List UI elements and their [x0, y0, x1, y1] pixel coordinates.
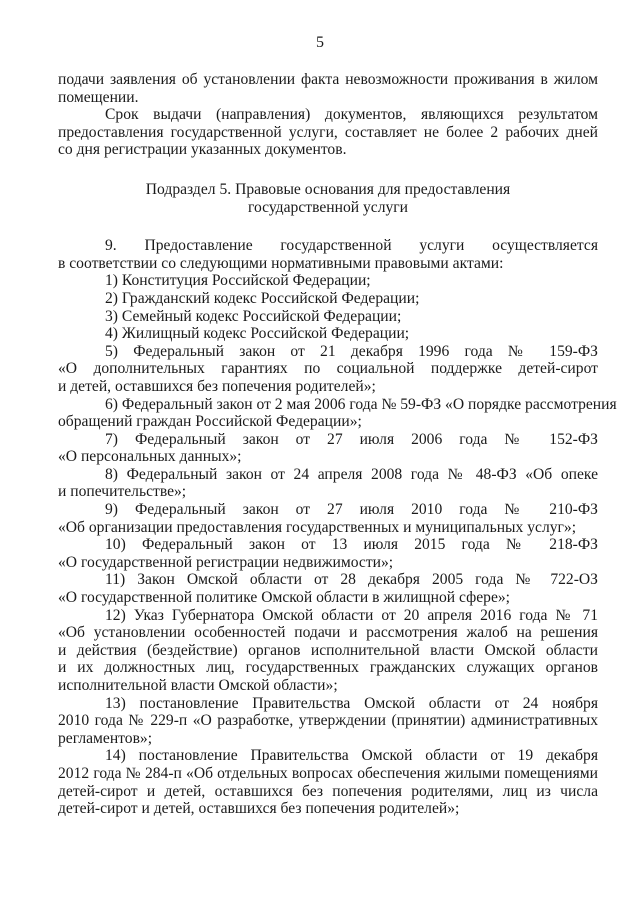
text-line: 4) Жилищный кодекс Российской Федерации; — [105, 325, 410, 343]
section-heading — [58, 181, 598, 216]
heading-line: Подраздел 5. Правовые основания для предоставления — [145, 180, 511, 198]
text-line: 12) Указ Губернатора Омской области от 20 апреля 2016 года № 71 — [105, 606, 598, 624]
text-line: «О дополнительных гарантиях по социальной поддержке детей-сирот — [58, 360, 598, 378]
text-line: детей-сирот и детей, оставшихся без попечения родителями, лиц из числа — [58, 782, 598, 800]
paragraph — [58, 106, 598, 159]
paragraph — [58, 71, 598, 106]
intro-paragraphs — [58, 71, 598, 159]
text-line: и действия (бездействие) органов исполнительной власти Омской области — [58, 641, 598, 659]
page-number: 5 — [316, 34, 324, 51]
list-item — [58, 536, 598, 571]
text-line: и детей, оставшихся без попечения родителей»; — [58, 377, 376, 395]
list-item — [58, 343, 598, 396]
text-line: 2010 года № 229-п «О разработке, утверждении (принятии) административных — [58, 712, 598, 730]
list-item — [58, 308, 598, 326]
text-line: 10) Федеральный закон от 13 июля 2015 года № 218-ФЗ — [105, 536, 598, 554]
text-line: «О государственной политике Омской области в жилищной сфере»; — [58, 589, 511, 607]
text-line: 8) Федеральный закон от 24 апреля 2008 года № 48-ФЗ «Об опеке — [105, 465, 598, 483]
text-line: 2) Гражданский кодекс Российской Федерации; — [105, 289, 420, 307]
list-item — [58, 466, 598, 501]
text-line: 3) Семейный кодекс Российской Федерации; — [105, 307, 402, 325]
text-line: в соответствии со следующими нормативными правовыми актами: — [58, 254, 504, 272]
heading-line: государственной услуги — [247, 198, 409, 216]
list-item — [58, 325, 598, 343]
text-line: обращений граждан Российской Федерации»; — [58, 413, 362, 431]
document-body — [58, 71, 617, 818]
text-line: помещении. — [58, 88, 139, 106]
list-item — [58, 571, 598, 606]
text-line: со дня регистрации указанных документов. — [58, 141, 347, 159]
text-line: 6) Федеральный закон от 2 мая 2006 года № 59-ФЗ «О порядке рассмотрения — [105, 395, 617, 413]
list-item — [58, 607, 598, 695]
text-line: 2012 года № 284-п «Об отдельных вопросах обеспечения жилыми помещениями — [58, 764, 598, 782]
legal-acts-list — [58, 237, 617, 818]
text-line: 9) Федеральный закон от 27 июля 2010 года № 210-ФЗ — [105, 501, 598, 519]
text-line: предоставления государственной услуги, составляет не более 2 рабочих дней — [58, 123, 598, 141]
text-line: 9. Предоставление государственной услуги осуществляется — [105, 237, 598, 255]
text-line: 1) Конституция Российской Федерации; — [105, 272, 371, 290]
list-item — [58, 290, 598, 308]
list-item — [58, 272, 598, 290]
text-line: регламентов»; — [58, 729, 153, 747]
text-line: 7) Федеральный закон от 27 июля 2006 года № 152-ФЗ — [105, 430, 598, 448]
text-line: «О персональных данных»; — [58, 448, 242, 466]
text-line: Срок выдачи (направления) документов, являющихся результатом — [105, 106, 598, 124]
text-line: «Об организации предоставления государственных и муниципальных услуг»; — [58, 518, 577, 536]
list-item — [58, 747, 598, 817]
text-line: исполнительной власти Омской области»; — [58, 677, 338, 694]
text-line: 11) Закон Омской области от 28 декабря 2005 года № 722-ОЗ — [105, 571, 598, 589]
text-line: и попечительстве»; — [58, 483, 187, 501]
text-line: подачи заявления об установлении факта невозможности проживания в жилом — [58, 71, 598, 88]
paragraph — [58, 237, 598, 272]
list-item — [58, 395, 617, 431]
text-line: детей-сирот и детей, оставшихся без попечения родителей»; — [58, 800, 460, 818]
text-line: 14) постановление Правительства Омской области от 19 декабря — [105, 747, 598, 765]
text-line: «Об установлении особенностей подачи и рассмотрения жалоб на решения — [58, 624, 598, 642]
text-line: и их должностных лиц, государственных гражданских служащих органов — [58, 659, 598, 677]
list-item — [58, 431, 598, 466]
list-item — [58, 695, 598, 748]
text-line: 13) постановление Правительства Омской области от 24 ноября — [105, 694, 598, 712]
text-line: «О государственной регистрации недвижимости»; — [58, 553, 394, 571]
list-item — [58, 501, 598, 536]
text-line: 5) Федеральный закон от 21 декабря 1996 года № 159-ФЗ — [105, 342, 598, 360]
